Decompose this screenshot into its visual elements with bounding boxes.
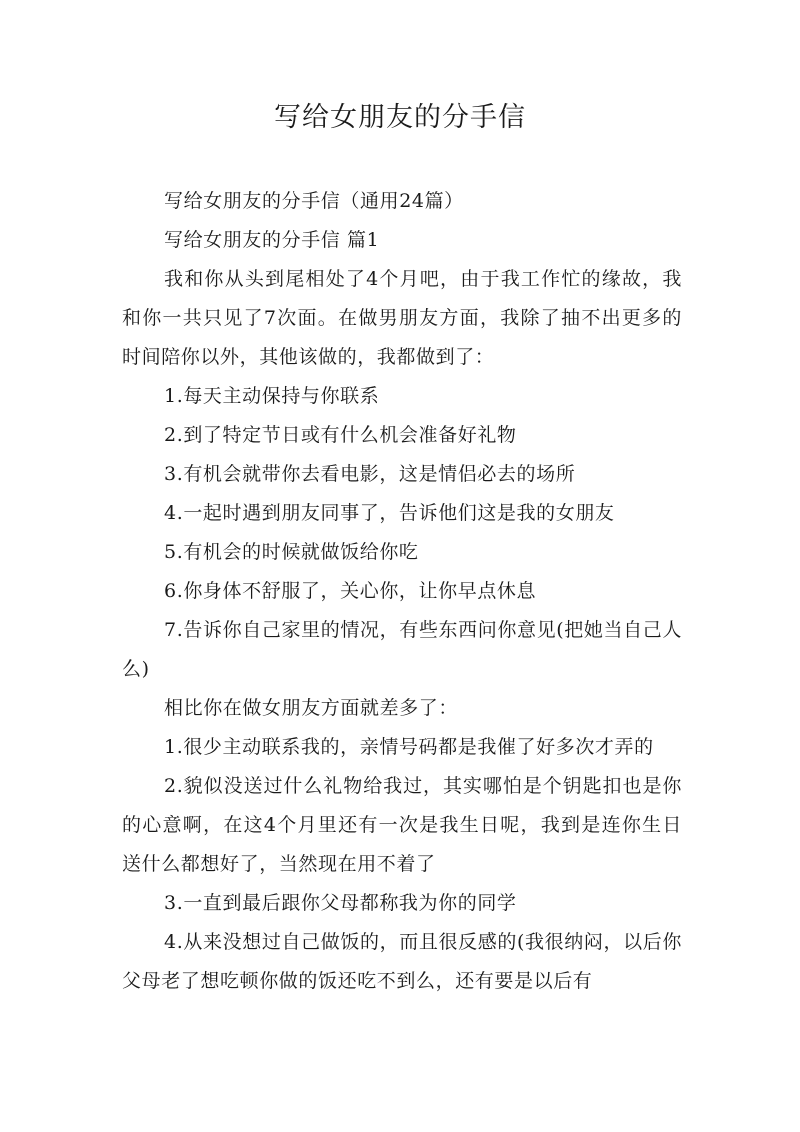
list-item: 3.一直到最后跟你父母都称我为你的同学 [164,892,517,914]
section-heading: 写给女朋友的分手信 篇1 [164,229,380,251]
list-item: 7.告诉你自己家里的情况，有些东西问你意见(把她当自己人么) [122,619,682,680]
list-item: 3.有机会就带你去看电影，这是情侣必去的场所 [164,463,576,485]
body-paragraph: 相比你在做女朋友方面就差多了： [164,697,459,719]
list-item: 2.到了特定节日或有什么机会准备好礼物 [164,424,517,446]
subtitle-paragraph: 写给女朋友的分手信（通用24篇） [164,190,464,212]
list-item: 4.从来没想过自己做饭的，而且很反感的(我很纳闷，以后你父母老了想吃顿你做的饭还吃不到么，还有要是以后有 [122,931,682,992]
list-item: 6.你身体不舒服了，关心你，让你早点休息 [164,580,537,602]
list-item: 2.貌似没送过什么礼物给我过，其实哪怕是个钥匙扣也是你的心意啊，在这4个月里还有一次是我生日呢，我到是连你生日送什么都想好了，当然现在用不着了 [122,775,682,875]
list-item: 5.有机会的时候就做饭给你吃 [164,541,419,563]
body-paragraph: 我和你从头到尾相处了4个月吧，由于我工作忙的缘故，我和你一共只见了7次面。在做男朋友方面，我除了抽不出更多的时间陪你以外，其他该做的，我都做到了： [122,268,682,368]
list-item: 1.每天主动保持与你联系 [164,385,380,407]
document-title: 写给女朋友的分手信 [274,102,526,133]
document-body [122,182,682,1001]
list-item: 4.一起时遇到朋友同事了，告诉他们这是我的女朋友 [164,502,615,524]
list-item: 1.很少主动联系我的，亲情号码都是我催了好多次才弄的 [164,736,654,758]
